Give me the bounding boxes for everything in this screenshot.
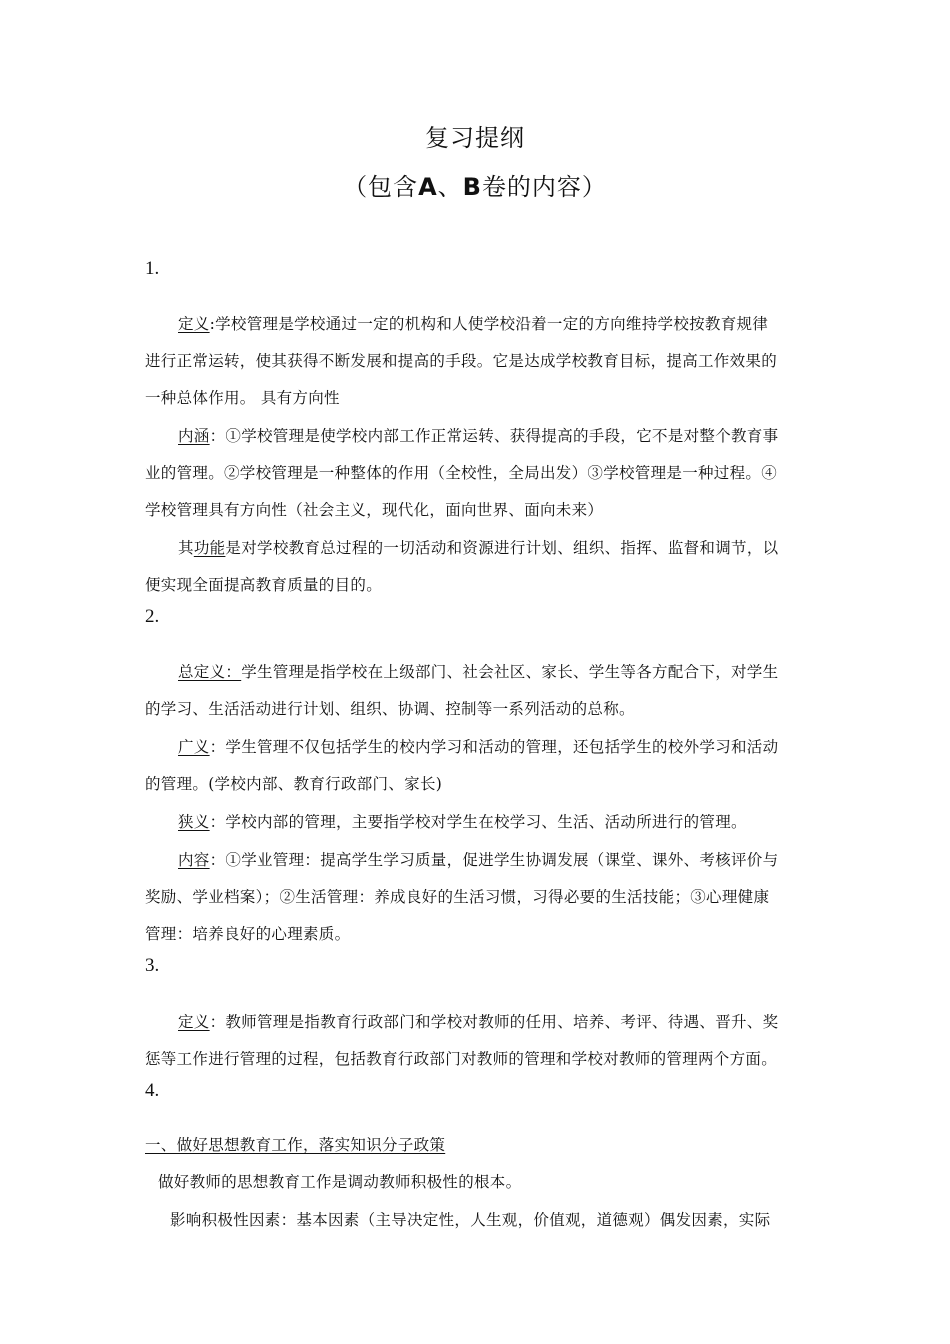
section-1-definition-line-2: 进行正常运转，使其获得不断发展和提高的手段。它是达成学校教育目标，提高工作效果的 bbox=[145, 352, 778, 370]
section-3-number: 3. bbox=[145, 955, 160, 976]
definition-label: 定义 bbox=[178, 315, 210, 333]
subtitle-sep: 、 bbox=[437, 173, 463, 201]
broad-definition-label: 广义 bbox=[178, 738, 210, 756]
connotation-label: 内涵 bbox=[178, 427, 210, 445]
section-3-definition-line-1: 定义：教师管理是指教育行政部门和学校对教师的任用、培养、考评、待遇、晋升、奖 bbox=[178, 1013, 779, 1031]
section-2-general-line-1: 总定义：学生管理是指学校在上级部门、社会社区、家长、学生等各方配合下，对学生 bbox=[178, 663, 779, 681]
section-1-connotation-line-1: 内涵：①学校管理是使学校内部工作正常运转、获得提高的手段，它不是对整个教育事 bbox=[178, 427, 779, 445]
subtitle-b: B bbox=[462, 173, 482, 201]
section-3-definition-line-2: 惩等工作进行管理的过程，包括教育行政部门对教师的管理和学校对教师的管理两个方面。 bbox=[145, 1050, 778, 1068]
section-1-connotation-line-3: 学校管理具有方向性（社会主义，现代化，面向世界、面向未来） bbox=[145, 501, 604, 519]
teacher-definition-label: 定义 bbox=[178, 1013, 210, 1031]
content-label: 内容 bbox=[178, 851, 210, 869]
section-1-function-line-1: 其功能是对学校教育总过程的一切活动和资源进行计划、组织、指挥、监督和调节，以 bbox=[178, 539, 779, 557]
section-4-paragraph-1: 做好教师的思想教育工作是调动教师积极性的根本。 bbox=[158, 1173, 522, 1191]
section-2-narrow-line-1: 狭义：学校内部的管理，主要指学校对学生在校学习、生活、活动所进行的管理。 bbox=[178, 813, 747, 831]
general-definition-label: 总定义： bbox=[178, 663, 242, 681]
section-1-number: 1. bbox=[145, 258, 160, 279]
section-1-function-line-2: 便实现全面提高教育质量的目的。 bbox=[145, 576, 383, 594]
subtitle-rest: 卷的内容） bbox=[481, 173, 607, 201]
function-label: 功能 bbox=[193, 539, 226, 557]
section-2-broad-line-2: 的管理。(学校内部、教育行政部门、家长) bbox=[145, 775, 443, 793]
section-1-definition-line-1: 定义:学校管理是学校通过一定的机构和人使学校沿着一定的方向维持学校按教育规律 bbox=[178, 315, 769, 333]
section-2-content-line-3: 管理：培养良好的心理素质。 bbox=[145, 925, 351, 943]
section-1-connotation-line-2: 业的管理。②学校管理是一种整体的作用（全校性，全局出发）③学校管理是一种过程。④ bbox=[145, 464, 778, 482]
section-2-broad-line-1: 广义：学生管理不仅包括学生的校内学习和活动的管理，还包括学生的校外学习和活动 bbox=[178, 738, 779, 756]
section-4-paragraph-2: 影响积极性因素：基本因素（主导决定性，人生观，价值观，道德观）偶发因素，实际 bbox=[170, 1211, 771, 1229]
section-2-general-line-2: 的学习、生活活动进行计划、组织、协调、控制等一系列活动的总称。 bbox=[145, 700, 635, 718]
subtitle-a: A bbox=[418, 173, 438, 201]
section-2-number: 2. bbox=[145, 606, 160, 627]
section-1-definition-line-3: 一种总体作用。 具有方向性 bbox=[145, 389, 340, 407]
section-2-content-line-2: 奖励、学业档案）；②生活管理：养成良好的生活习惯，习得必要的生活技能；③心理健康 bbox=[145, 888, 770, 906]
section-4-heading: 一、做好思想教育工作，落实知识分子政策 bbox=[145, 1136, 446, 1154]
narrow-definition-label: 狭义 bbox=[178, 813, 210, 831]
subtitle-open: （包含 bbox=[343, 173, 419, 201]
section-2-content-line-1: 内容：①学业管理：提高学生学习质量，促进学生协调发展（课堂、课外、考核评价与 bbox=[178, 851, 779, 869]
page-title: 复习提纲 bbox=[425, 124, 525, 152]
section-4-number: 4. bbox=[145, 1080, 160, 1101]
page-subtitle bbox=[0, 167, 950, 202]
